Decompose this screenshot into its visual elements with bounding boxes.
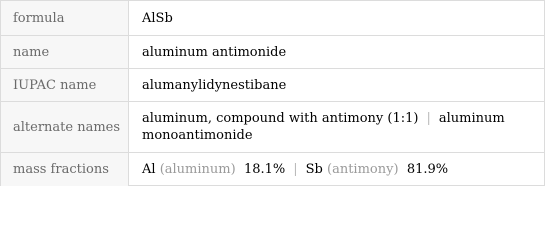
row-value-name: aluminum antimonide [142, 44, 287, 60]
element-symbol-sb: Sb [305, 162, 323, 177]
element-name-al: (aluminum) [159, 162, 236, 177]
row-value-iupac-name: alumanylidynestibane [142, 77, 287, 93]
row-name [1, 35, 544, 68]
alternate-names-text [142, 110, 536, 144]
row-value-mass-fractions [129, 153, 544, 186]
row-label-mass-fractions: mass fractions [1, 153, 129, 186]
row-value-alternate-names [129, 102, 544, 152]
row-iupac-name [1, 68, 544, 101]
separator: | [426, 111, 431, 126]
row-label-formula: formula [1, 1, 129, 35]
alternate-name-2: aluminum monoantimonide [142, 111, 505, 143]
row-alternate-names [1, 101, 544, 152]
row-label-iupac-name: IUPAC name [1, 69, 129, 101]
mass-fraction-sb: 81.9% [406, 162, 449, 177]
alternate-name-1: aluminum, compound with antimony (1:1) [142, 111, 419, 126]
element-symbol-al: Al [142, 162, 156, 177]
row-formula [1, 1, 544, 35]
mass-fraction-al: 18.1% [243, 162, 286, 177]
row-value-formula: AlSb [142, 10, 173, 26]
element-name-sb: (antimony) [327, 162, 399, 177]
row-label-alternate-names: alternate names [1, 102, 129, 152]
separator: | [293, 162, 298, 177]
row-mass-fractions [1, 152, 544, 186]
row-label-name: name [1, 36, 129, 68]
